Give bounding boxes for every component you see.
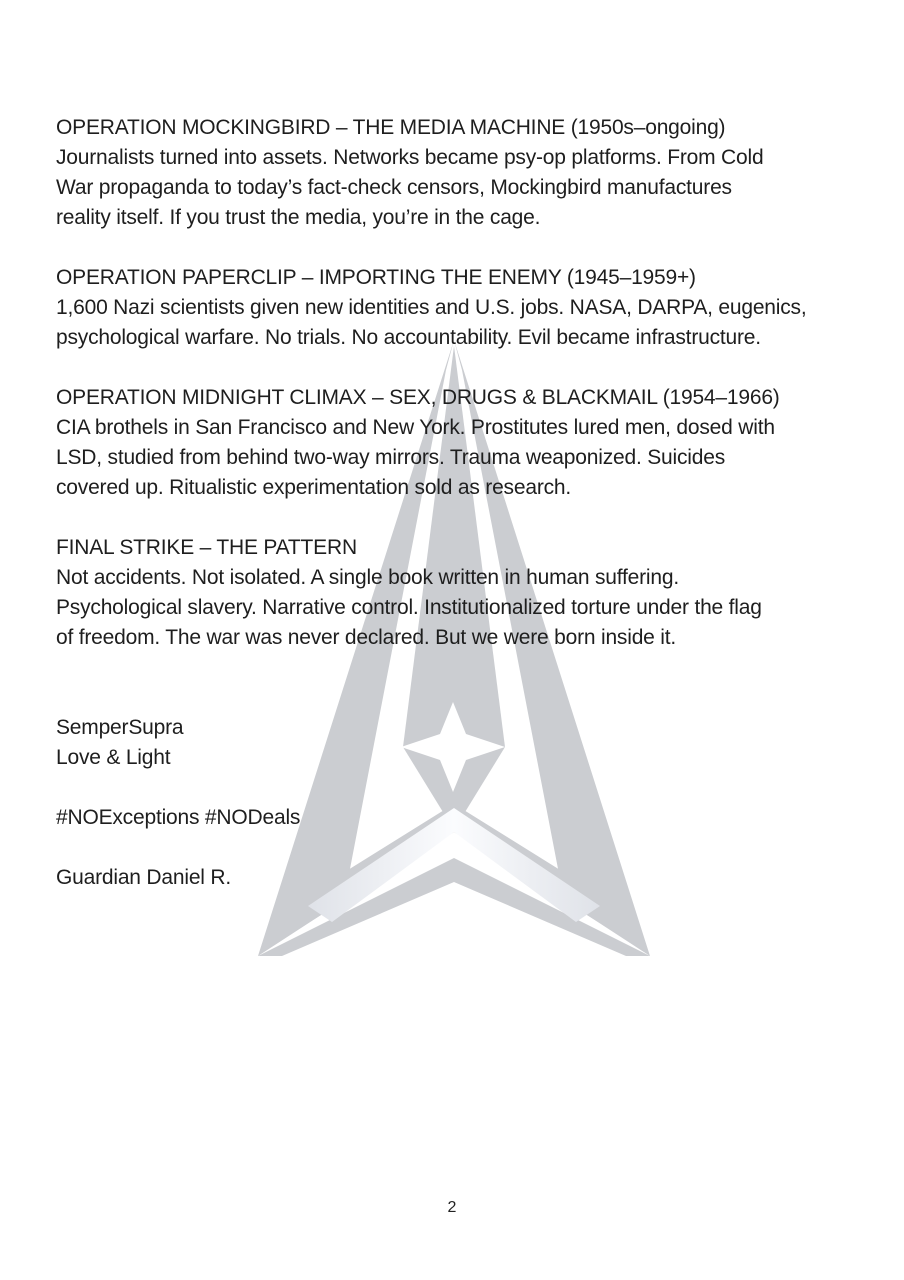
paragraph-spacer: [56, 773, 866, 803]
body-line: CIA brothels in San Francisco and New York. Prostitutes lured men, dosed with: [56, 416, 775, 439]
signature-motto: SemperSupra: [56, 716, 184, 739]
section-heading: FINAL STRIKE – THE PATTERN: [56, 536, 357, 559]
signature-author: Guardian Daniel R.: [56, 866, 231, 889]
section-paperclip: [56, 263, 866, 353]
section-mockingbird: [56, 113, 866, 233]
signature-block: [56, 713, 866, 773]
body-line: 1,600 Nazi scientists given new identities and U.S. jobs. NASA, DARPA, eugenics,: [56, 296, 807, 319]
paragraph-spacer: [56, 233, 866, 263]
body-line: psychological warfare. No trials. No accountability. Evil became infrastructure.: [56, 326, 761, 349]
section-heading: OPERATION PAPERCLIP – IMPORTING THE ENEMY (1945–1959+): [56, 266, 696, 289]
section-heading: OPERATION MOCKINGBIRD – THE MEDIA MACHINE (1950s–ongoing): [56, 116, 726, 139]
paragraph-spacer: [56, 503, 866, 533]
body-line: LSD, studied from behind two-way mirrors. Trauma weaponized. Suicides: [56, 446, 725, 469]
section-heading: OPERATION MIDNIGHT CLIMAX – SEX, DRUGS & BLACKMAIL (1954–1966): [56, 386, 780, 409]
section-midnight-climax: [56, 383, 866, 503]
page-number: 2: [447, 1199, 457, 1216]
section-spacer: [56, 653, 866, 713]
paragraph-spacer: [56, 833, 866, 863]
section-final-strike: [56, 533, 866, 653]
body-line: covered up. Ritualistic experimentation sold as research.: [56, 476, 572, 499]
document-body: [56, 113, 866, 893]
signature-closing: Love & Light: [56, 746, 171, 769]
body-line: reality itself. If you trust the media, you’re in the cage.: [56, 206, 541, 229]
signature-hashtags: #NOExceptions #NODeals: [56, 806, 301, 829]
paragraph-spacer: [56, 353, 866, 383]
body-line: War propaganda to today’s fact-check censors, Mockingbird manufactures: [56, 176, 732, 199]
body-line: Not accidents. Not isolated. A single book written in human suffering.: [56, 566, 679, 589]
body-line: of freedom. The war was never declared. But we were born inside it.: [56, 626, 677, 649]
body-line: Journalists turned into assets. Networks became psy-op platforms. From Cold: [56, 146, 764, 169]
body-line: Psychological slavery. Narrative control. Institutionalized torture under the flag: [56, 596, 762, 619]
